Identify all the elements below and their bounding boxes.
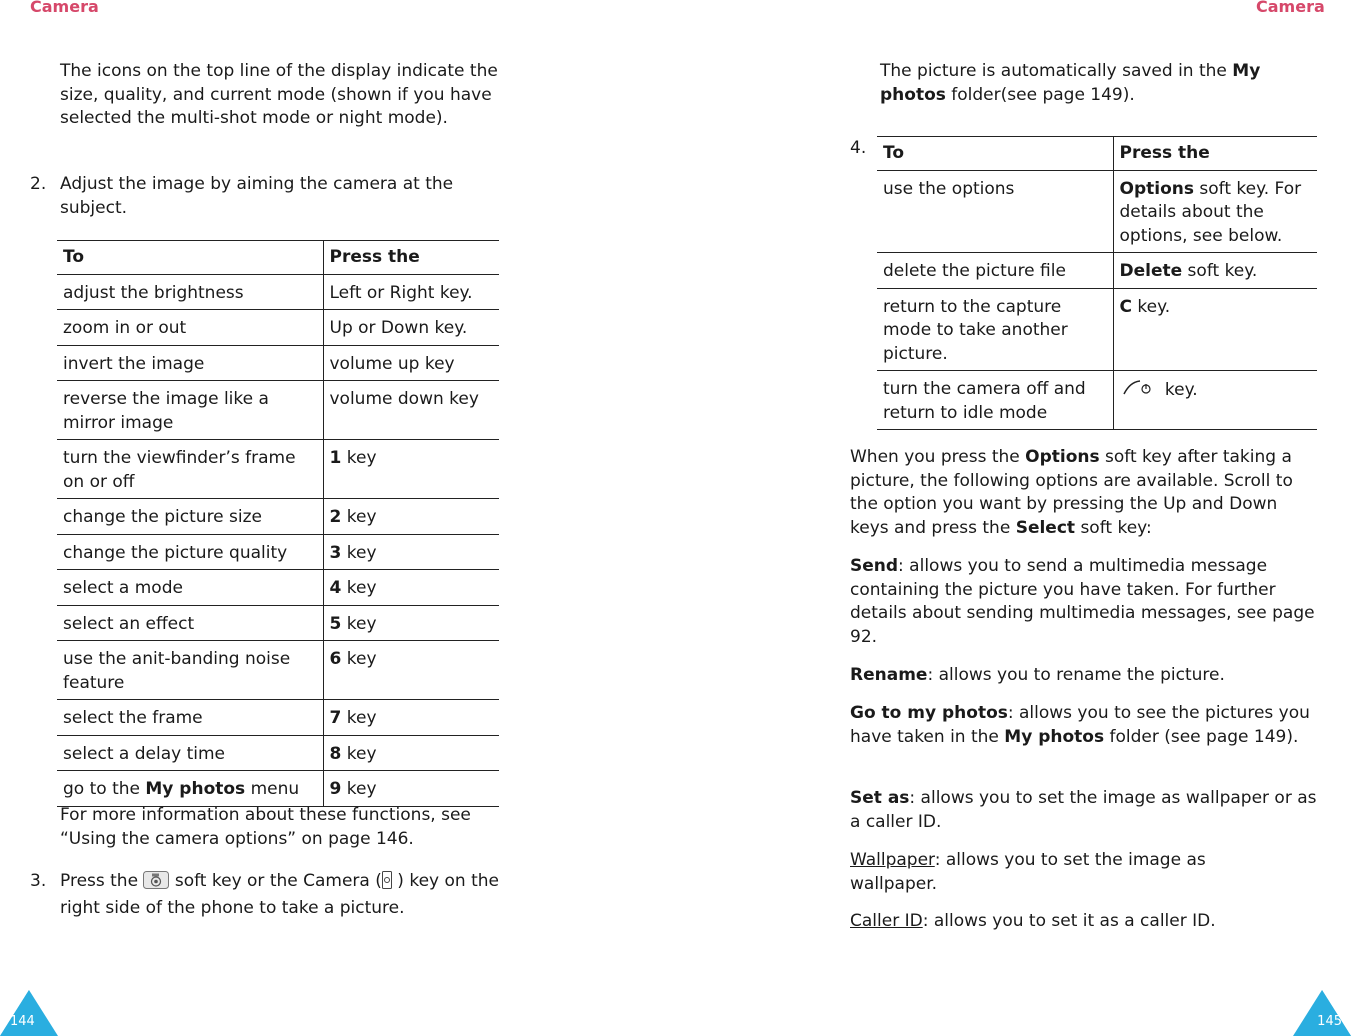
row-action: invert the image xyxy=(57,345,323,381)
row-action: adjust the brightness xyxy=(57,274,323,310)
more-info-paragraph: For more information about these functions, see “Using the camera options” on page 146. xyxy=(60,805,471,849)
row-key: volume down key xyxy=(323,381,499,440)
row-key: 1 key xyxy=(323,440,499,499)
left-page-header: Camera xyxy=(30,0,99,16)
go-to-my-photos-option: Go to my photos: allows you to see the pictures you have taken in the My photos folder (see page 149). xyxy=(850,703,1310,747)
table-row xyxy=(57,700,499,736)
table-row xyxy=(57,605,499,641)
caller-id-suboption: Caller ID: allows you to set it as a caller ID. xyxy=(850,911,1216,931)
left-key-table xyxy=(57,240,499,807)
row-key: 6 key xyxy=(323,641,499,700)
row-key: 3 key xyxy=(323,534,499,570)
table-row xyxy=(57,499,499,535)
row-action: delete the picture file xyxy=(877,253,1113,289)
right-page-header: Camera xyxy=(1256,0,1325,16)
step-3-number: 3. xyxy=(30,871,47,891)
row-action: change the picture size xyxy=(57,499,323,535)
options-intro-paragraph: When you press the Options soft key after taking a picture, the following options are available. Scroll to the option you want by pressing the Up and Down keys and press the Select soft key: xyxy=(850,447,1293,538)
row-action: change the picture quality xyxy=(57,534,323,570)
row-key: Options soft key. For details about the options, see below. xyxy=(1113,170,1317,253)
table-row xyxy=(57,534,499,570)
wallpaper-suboption: Wallpaper: allows you to set the image as wallpaper. xyxy=(850,850,1206,894)
row-action: use the options xyxy=(877,170,1113,253)
camera-side-key-icon xyxy=(382,871,392,897)
row-action: select a mode xyxy=(57,570,323,606)
row-key: 5 key xyxy=(323,605,499,641)
row-key: Left or Right key. xyxy=(323,274,499,310)
rename-option: Rename: allows you to rename the picture. xyxy=(850,665,1225,685)
column-header-press: Press the xyxy=(1113,137,1317,171)
camera-icon xyxy=(143,871,169,897)
row-key: 2 key xyxy=(323,499,499,535)
row-key: volume up key xyxy=(323,345,499,381)
row-action: use the anit-banding noise feature xyxy=(57,641,323,700)
table-row xyxy=(57,274,499,310)
row-key: 4 key xyxy=(323,570,499,606)
row-action: turn the camera off and return to idle mode xyxy=(877,371,1113,430)
column-header-to: To xyxy=(877,137,1113,171)
right-key-table xyxy=(877,136,1317,430)
table-row xyxy=(877,371,1317,430)
send-option: Send: allows you to send a multimedia message containing the picture you have taken. For further details about sending multimedia messages, see page 92. xyxy=(850,556,1315,647)
table-row xyxy=(877,253,1317,289)
row-action: zoom in or out xyxy=(57,310,323,346)
left-page-number-badge xyxy=(0,990,58,1036)
column-header-to: To xyxy=(57,241,323,275)
row-key: 9 key xyxy=(323,771,499,807)
row-action: select a delay time xyxy=(57,735,323,771)
table-header-row xyxy=(57,241,499,275)
row-action: reverse the image like a mirror image xyxy=(57,381,323,440)
row-key: C key. xyxy=(1113,288,1317,371)
table-row xyxy=(57,641,499,700)
table-row xyxy=(57,771,499,807)
table-header-row xyxy=(877,137,1317,171)
table-row xyxy=(877,288,1317,371)
row-action: turn the viewfinder’s frame on or off xyxy=(57,440,323,499)
row-key: 8 key xyxy=(323,735,499,771)
row-key: Delete soft key. xyxy=(1113,253,1317,289)
table-row xyxy=(57,570,499,606)
table-row xyxy=(877,170,1317,253)
end-power-key-icon xyxy=(1120,378,1160,406)
right-page-number: 145 xyxy=(1317,1014,1342,1029)
table-row xyxy=(57,310,499,346)
step-3-text: Press the soft key or the Camera ( ) key on the right side of the phone to take a picture. xyxy=(60,871,499,918)
step-2-number: 2. xyxy=(30,174,47,194)
row-key: 7 key xyxy=(323,700,499,736)
table-row xyxy=(57,735,499,771)
table-row xyxy=(57,440,499,499)
left-page-number: 144 xyxy=(10,1014,35,1029)
step-2-text: Adjust the image by aiming the camera at the subject. xyxy=(60,174,454,218)
intro-paragraph: The icons on the top line of the display indicate the size, quality, and current mode (shown if you have selected the multi-shot mode or night mode). xyxy=(60,61,498,128)
saved-paragraph: The picture is automatically saved in the My photos folder(see page 149). xyxy=(880,61,1261,105)
row-action: select the frame xyxy=(57,700,323,736)
column-header-press: Press the xyxy=(323,241,499,275)
row-key: Up or Down key. xyxy=(323,310,499,346)
table-row xyxy=(57,345,499,381)
row-action: return to the capture mode to take another picture. xyxy=(877,288,1113,371)
row-key: key. xyxy=(1113,371,1317,430)
step-4-number: 4. xyxy=(850,138,867,158)
row-action: select an effect xyxy=(57,605,323,641)
table-row xyxy=(57,381,499,440)
right-page-number-badge xyxy=(1293,990,1351,1036)
row-action: go to the My photos menu xyxy=(57,771,323,807)
set-as-option: Set as: allows you to set the image as wallpaper or as a caller ID. xyxy=(850,788,1317,832)
